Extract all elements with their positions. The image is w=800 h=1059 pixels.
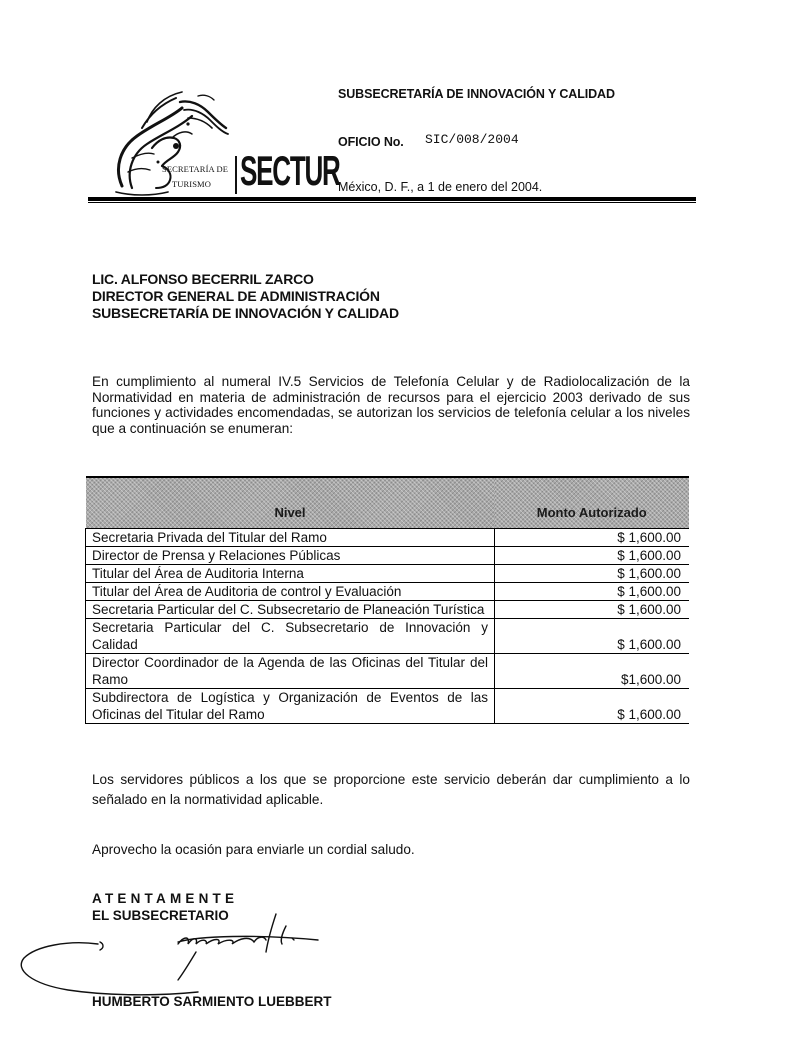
row-amount: $ 1,600.00 (495, 565, 690, 583)
addressee-department: SUBSECRETARÍA DE INNOVACIÓN Y CALIDAD (92, 305, 399, 321)
table-row (86, 565, 690, 583)
table-row (86, 601, 690, 619)
signer-title: EL SUBSECRETARIO (92, 908, 229, 923)
authorization-table (85, 476, 689, 724)
table-row (86, 689, 690, 724)
header-nivel (86, 477, 495, 529)
row-level: Director de Prensa y Relaciones Públicas (86, 547, 495, 565)
addressee-position: DIRECTOR GENERAL DE ADMINISTRACIÓN (92, 288, 380, 304)
row-amount: $ 1,600.00 (495, 619, 690, 654)
place-date: México, D. F., a 1 de enero del 2004. (338, 180, 543, 194)
table-header-row (86, 477, 690, 529)
closing-paragraph: Los servidores públicos a los que se proporcione este servicio deberán dar cumplimiento a lo señalado en la normatividad aplicable. (92, 772, 690, 807)
row-amount: $ 1,600.00 (495, 689, 690, 724)
table-row (86, 583, 690, 601)
row-level: Secretaria Particular del C. Subsecretario de Innovación y Calidad (86, 619, 495, 654)
subsecretaria-header: SUBSECRETARÍA DE INNOVACIÓN Y CALIDAD (338, 87, 615, 101)
row-level: Titular del Área de Auditoria Interna (86, 565, 495, 583)
header-monto (495, 477, 690, 529)
header-monto-label: Monto Autorizado (536, 505, 647, 520)
row-amount: $ 1,600.00 (495, 529, 690, 547)
table-row (86, 547, 690, 565)
logo-divider (235, 156, 237, 194)
logo-turismo-text: TURISMO (172, 179, 211, 189)
logo-sectur-text: SECTUR (240, 147, 340, 194)
row-level: Director Coordinador de la Agenda de las Oficinas del Titular del Ramo (86, 654, 495, 689)
greeting-paragraph: Aprovecho la ocasión para enviarle un cordial saludo. (92, 842, 415, 857)
table-row (86, 619, 690, 654)
row-level: Secretaria Particular del C. Subsecretario de Planeación Turística (86, 601, 495, 619)
header-rule (88, 197, 696, 201)
eagle-seal-icon (92, 88, 242, 198)
header-nivel-label: Nivel (274, 505, 306, 520)
header-rule-thin (88, 202, 696, 203)
row-amount: $ 1,600.00 (495, 547, 690, 565)
row-level: Titular del Área de Auditoria de control y Evaluación (86, 583, 495, 601)
row-amount: $ 1,600.00 (495, 583, 690, 601)
row-level: Secretaria Privada del Titular del Ramo (86, 529, 495, 547)
addressee-name: LIC. ALFONSO BECERRIL ZARCO (92, 271, 314, 287)
intro-paragraph: En cumplimiento al numeral IV.5 Servicios de Telefonía Celular y de Radiolocalización de la Normatividad en materia de administración de recursos para el ejercicio 2003 derivado de sus funciones y actividades encomendadas, se autorizan los servicios de telefonía celular a los niveles que a continuación se enumeran: (92, 374, 690, 436)
table-row (86, 529, 690, 547)
oficio-label: OFICIO No. (338, 135, 404, 149)
closing-atentamente: ATENTAMENTE (92, 891, 239, 906)
table-row (86, 654, 690, 689)
sectur-logo (92, 88, 340, 200)
row-level: Subdirectora de Logística y Organización de Eventos de las Oficinas del Titular del Ramo (86, 689, 495, 724)
signer-name: HUMBERTO SARMIENTO LUEBBERT (92, 994, 332, 1009)
oficio-number: SIC/008/2004 (425, 132, 519, 147)
row-amount: $ 1,600.00 (495, 601, 690, 619)
row-amount: $1,600.00 (495, 654, 690, 689)
logo-secretaria-text: SECRETARÍA DE (162, 164, 229, 174)
